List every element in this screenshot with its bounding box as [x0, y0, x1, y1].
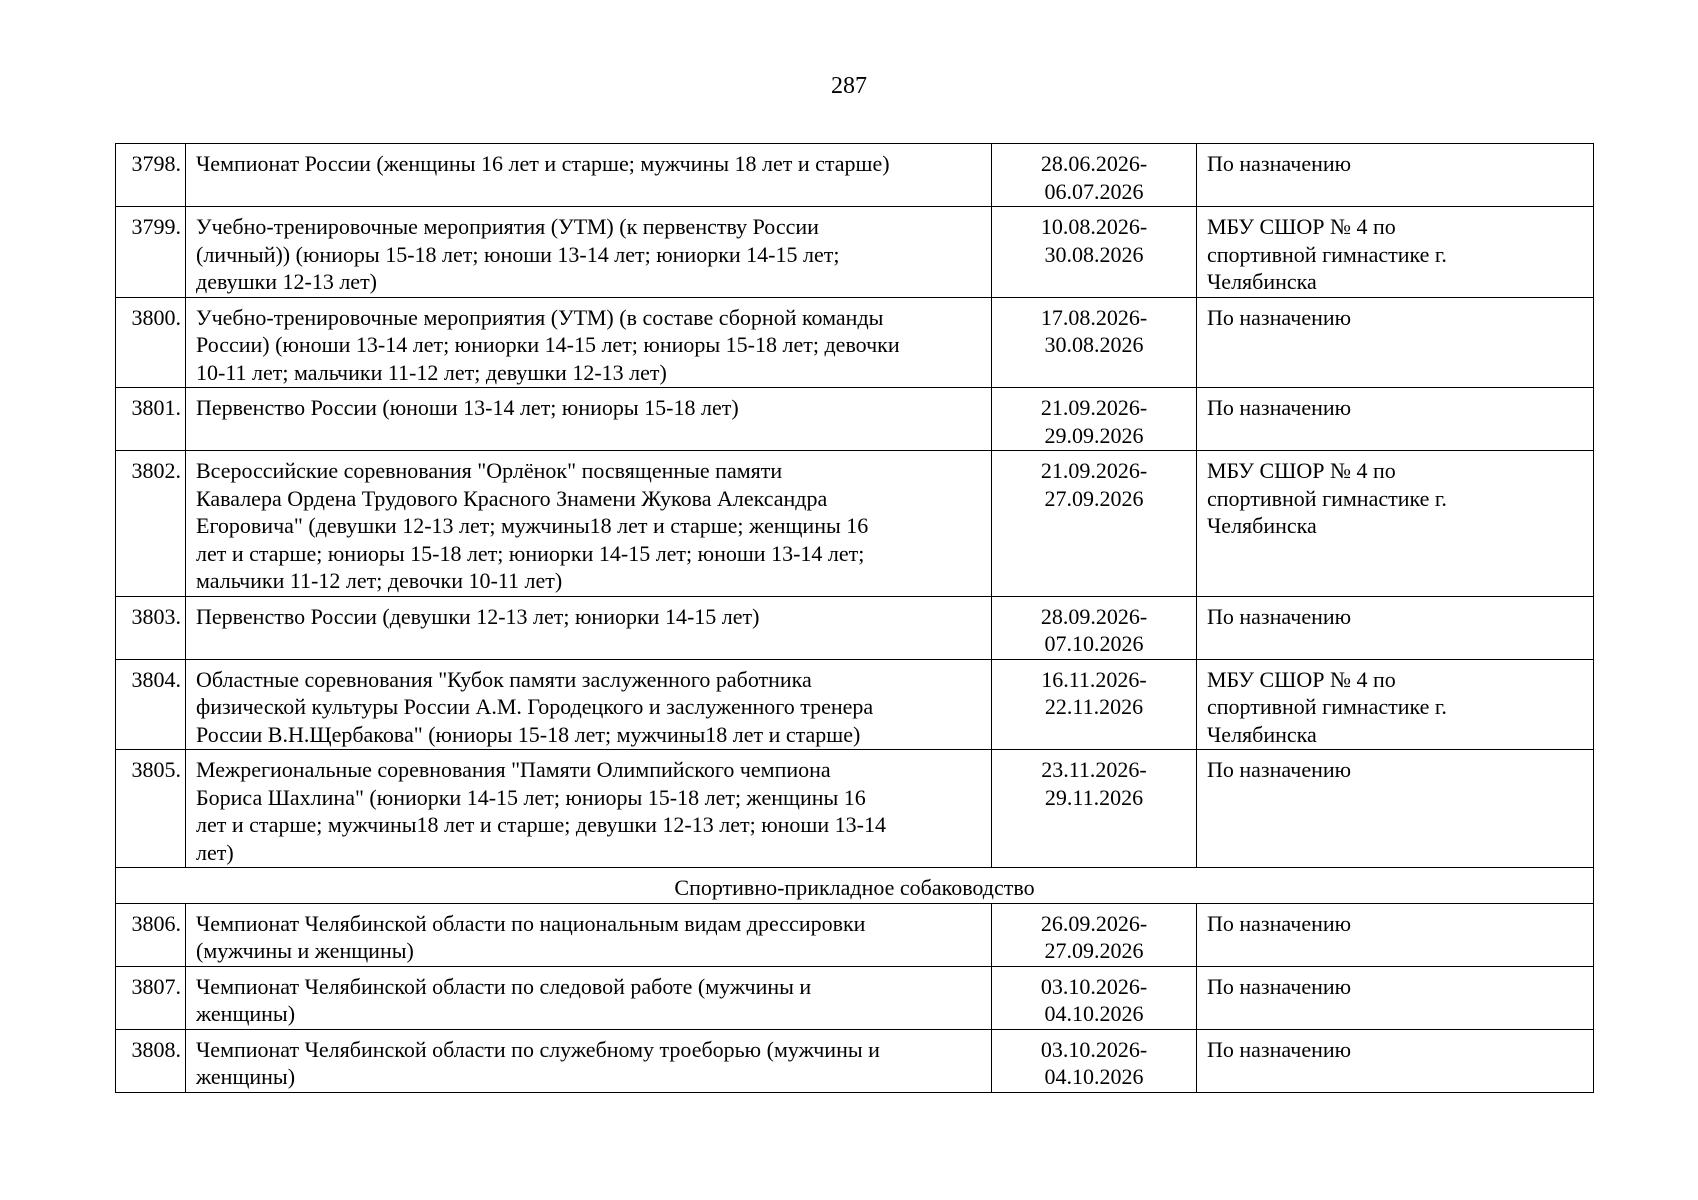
event-venue — [1197, 750, 1594, 868]
row-number: 3800. — [116, 297, 186, 388]
event-dates — [992, 903, 1197, 966]
event-name-line: Первенство России (девушки 12-13 лет; юниорки 14-15 лет) — [196, 603, 760, 629]
event-name-line: мальчики 11-12 лет; девочки 10-11 лет) — [196, 568, 563, 593]
table-row — [116, 903, 1594, 966]
event-name — [186, 750, 992, 868]
event-name-line: России) (юноши 13-14 лет; юниорки 14-15 лет; юниоры 15-18 лет; девочки — [196, 332, 900, 357]
date-start: 03.10.2026- — [1040, 1036, 1148, 1062]
section-title: Спортивно-прикладное собаководство — [116, 868, 1594, 904]
date-start: 26.09.2026- — [1040, 910, 1148, 936]
event-name-line: Учебно-тренировочные мероприятия (УТМ) (к первенству России — [196, 214, 819, 239]
event-name-line: России В.Н.Щербакова" (юниоры 15-18 лет; мужчины18 лет и старше) — [196, 721, 861, 747]
event-venue-line: По назначению — [1207, 304, 1352, 330]
row-number: 3804. — [116, 659, 186, 750]
row-number: 3807. — [116, 966, 186, 1029]
event-venue — [1197, 207, 1594, 298]
date-start: 16.11.2026- — [1041, 666, 1147, 692]
event-dates — [992, 451, 1197, 597]
date-end: 07.10.2026 — [1044, 631, 1144, 656]
event-dates — [992, 388, 1197, 451]
event-dates — [992, 144, 1197, 207]
event-venue-line: МБУ СШОР № 4 по — [1207, 666, 1396, 692]
event-name-line: Чемпионат России (женщины 16 лет и старше; мужчины 18 лет и старше) — [196, 151, 890, 176]
event-venue — [1197, 297, 1594, 388]
row-number: 3805. — [116, 750, 186, 868]
section-header-row — [116, 868, 1594, 904]
event-name — [186, 297, 992, 388]
event-name-line: (личный)) (юниоры 15-18 лет; юноши 13-14 лет; юниорки 14-15 лет; — [196, 241, 840, 267]
event-name-line: лет и старше; мужчины18 лет и старше; девушки 12-13 лет; юноши 13-14 — [196, 812, 886, 837]
event-name — [186, 451, 992, 597]
event-venue — [1197, 903, 1594, 966]
events-table-body-section — [116, 903, 1594, 1092]
event-name-line: физической культуры России А.М. Городецкого и заслуженного тренера — [196, 694, 874, 719]
section-header-group — [116, 868, 1594, 904]
event-venue-line: спортивной гимнастике г. — [1207, 485, 1447, 511]
event-venue-line: Челябинска — [1207, 513, 1317, 538]
events-table — [115, 143, 1594, 1093]
event-name-line: женщины) — [196, 1064, 296, 1089]
event-venue — [1197, 596, 1594, 659]
event-venue-line: По назначению — [1207, 151, 1352, 176]
event-dates — [992, 297, 1197, 388]
event-name — [186, 903, 992, 966]
event-name-line: 10-11 лет; мальчики 11-12 лет; девушки 12-13 лет) — [196, 359, 667, 385]
event-name-line: Чемпионат Челябинской области по национальным видам дрессировки — [196, 910, 866, 936]
date-end: 29.09.2026 — [1044, 422, 1144, 448]
event-venue-line: Челябинска — [1207, 269, 1317, 294]
page-number: 287 — [831, 73, 867, 99]
event-venue-line: По назначению — [1207, 910, 1352, 936]
event-venue — [1197, 966, 1594, 1029]
date-start: 03.10.2026- — [1040, 973, 1148, 999]
date-start: 21.09.2026- — [1040, 395, 1148, 420]
event-name — [186, 144, 992, 207]
event-venue — [1197, 659, 1594, 750]
date-start: 10.08.2026- — [1040, 214, 1148, 239]
event-venue-line: спортивной гимнастике г. — [1207, 694, 1447, 719]
event-venue-line: По назначению — [1207, 1036, 1352, 1062]
event-name — [186, 388, 992, 451]
event-name-line: Чемпионат Челябинской области по следовой работе (мужчины и — [196, 973, 812, 999]
event-venue-line: По назначению — [1207, 603, 1352, 629]
table-row — [116, 451, 1594, 597]
date-start: 23.11.2026- — [1041, 757, 1147, 782]
date-end: 04.10.2026 — [1044, 1064, 1144, 1089]
table-row — [116, 966, 1594, 1029]
row-number: 3806. — [116, 903, 186, 966]
row-number: 3799. — [116, 207, 186, 298]
event-venue — [1197, 1029, 1594, 1092]
event-venue-line: МБУ СШОР № 4 по — [1207, 458, 1396, 483]
event-venue-line: По назначению — [1207, 973, 1352, 999]
table-row — [116, 388, 1594, 451]
event-venue — [1197, 144, 1594, 207]
row-number: 3803. — [116, 596, 186, 659]
events-table-body — [116, 144, 1594, 868]
event-name-line: Кавалера Ордена Трудового Красного Знамени Жукова Александра — [196, 485, 828, 511]
event-dates — [992, 750, 1197, 868]
event-venue-line: спортивной гимнастике г. — [1207, 241, 1447, 267]
date-start: 21.09.2026- — [1040, 458, 1148, 483]
event-venue-line: МБУ СШОР № 4 по — [1207, 214, 1396, 239]
event-name — [186, 596, 992, 659]
date-end: 04.10.2026 — [1044, 1001, 1144, 1026]
date-end: 22.11.2026 — [1044, 694, 1144, 719]
event-venue-line: По назначению — [1207, 757, 1352, 782]
event-name-line: девушки 12-13 лет) — [196, 269, 378, 294]
event-venue-line: По назначению — [1207, 395, 1352, 420]
event-name-line: Бориса Шахлина" (юниорки 14-15 лет; юниоры 15-18 лет; женщины 16 — [196, 784, 866, 810]
event-dates — [992, 207, 1197, 298]
date-end: 30.08.2026 — [1044, 241, 1144, 267]
event-name — [186, 207, 992, 298]
event-dates — [992, 659, 1197, 750]
date-end: 27.09.2026 — [1044, 938, 1144, 963]
event-name — [186, 966, 992, 1029]
event-dates — [992, 596, 1197, 659]
event-dates — [992, 966, 1197, 1029]
table-row — [116, 659, 1594, 750]
event-name-line: Чемпионат Челябинской области по служебному троеборью (мужчины и — [196, 1036, 880, 1062]
event-venue-line: Челябинска — [1207, 721, 1317, 747]
event-name-line: женщины) — [196, 1001, 296, 1026]
event-dates — [992, 1029, 1197, 1092]
date-start: 28.09.2026- — [1040, 603, 1148, 629]
event-venue — [1197, 388, 1594, 451]
event-name — [186, 659, 992, 750]
event-name-line: Учебно-тренировочные мероприятия (УТМ) (в составе сборной команды — [196, 304, 884, 330]
event-venue — [1197, 451, 1594, 597]
row-number: 3808. — [116, 1029, 186, 1092]
event-name-line: Егоровича" (девушки 12-13 лет; мужчины18 лет и старше; женщины 16 — [196, 513, 869, 538]
event-name-line: (мужчины и женщины) — [196, 938, 414, 963]
table-row — [116, 596, 1594, 659]
table-row — [116, 1029, 1594, 1092]
date-end: 06.07.2026 — [1044, 178, 1144, 204]
event-name — [186, 1029, 992, 1092]
table-row — [116, 297, 1594, 388]
row-number: 3801. — [116, 388, 186, 451]
row-number: 3802. — [116, 451, 186, 597]
date-end: 30.08.2026 — [1044, 332, 1144, 357]
event-name-line: лет и старше; юниоры 15-18 лет; юниорки 14-15 лет; юноши 13-14 лет; — [196, 540, 865, 566]
date-end: 27.09.2026 — [1044, 485, 1144, 511]
date-start: 17.08.2026- — [1040, 304, 1148, 330]
event-name-line: лет) — [196, 839, 234, 865]
table-row — [116, 144, 1594, 207]
table-row — [116, 750, 1594, 868]
event-name-line: Всероссийские соревнования "Орлёнок" посвященные памяти — [196, 458, 783, 483]
table-row — [116, 207, 1594, 298]
event-name-line: Межрегиональные соревнования "Памяти Олимпийского чемпиона — [196, 757, 831, 782]
date-end: 29.11.2026 — [1044, 784, 1144, 810]
event-name-line: Областные соревнования "Кубок памяти заслуженного работника — [196, 666, 812, 692]
date-start: 28.06.2026- — [1040, 151, 1148, 176]
row-number: 3798. — [116, 144, 186, 207]
event-name-line: Первенство России (юноши 13-14 лет; юниоры 15-18 лет) — [196, 395, 739, 420]
